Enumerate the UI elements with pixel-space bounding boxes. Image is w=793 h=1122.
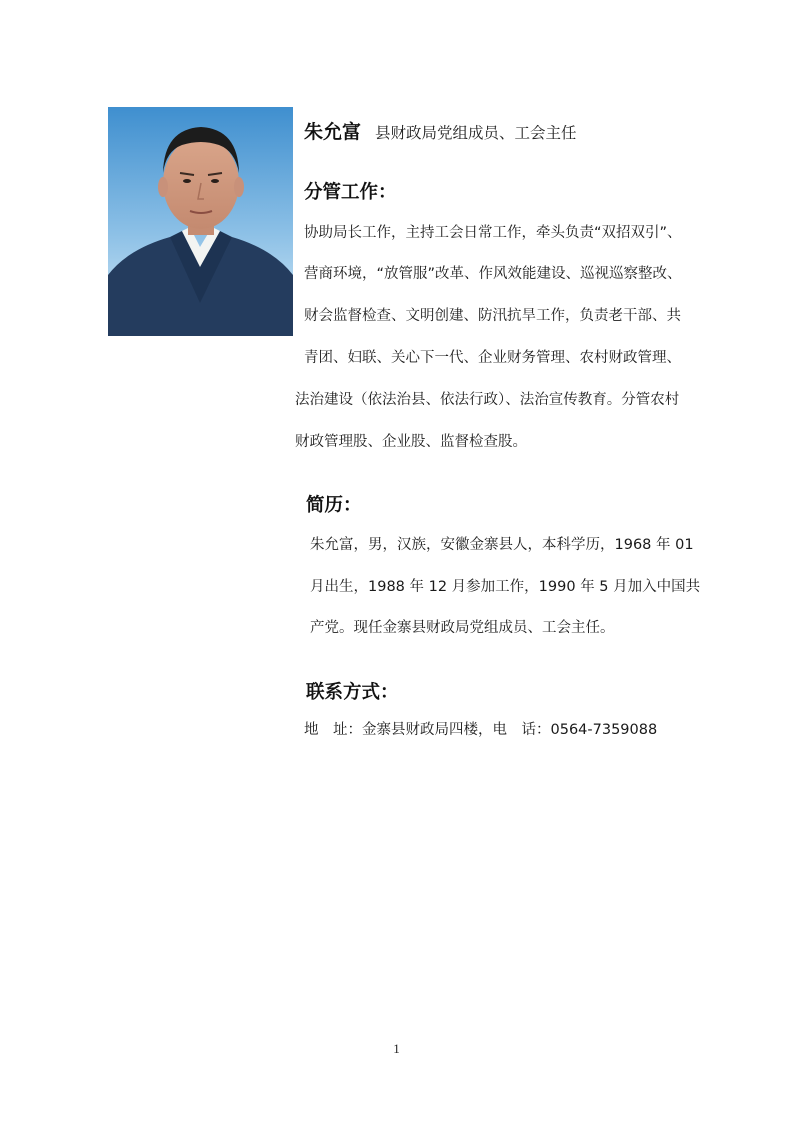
contact-address-phone: 地 址：金寨县财政局四楼，电 话：0564-7359088 — [304, 722, 658, 738]
resume-line: 产党。现任金寨县财政局党组成员、工会主任。 — [310, 620, 615, 636]
duties-line: 青团、妇联、关心下一代、企业财务管理、农村财政管理、 — [304, 350, 681, 366]
duties-line: 协助局长工作，主持工会日常工作，牵头负责“双招双引”、 — [304, 225, 682, 241]
duties-line: 营商环境，“放管服”改革、作风效能建设、巡视巡察整改、 — [304, 266, 682, 282]
page-number: 1 — [393, 1041, 400, 1056]
person-title: 县财政局党组成员、工会主任 — [375, 124, 577, 142]
portrait-photo — [108, 107, 293, 336]
duties-line: 法治建设（依法治县、依法行政）、法治宣传教育。分管农村 — [295, 392, 680, 408]
duties-line: 财政管理股、企业股、监督检查股。 — [295, 434, 527, 450]
resume-line: 朱允富，男，汉族，安徽金寨县人，本科学历，1968 年 01 — [310, 537, 694, 553]
duties-line: 财会监督检查、文明创建、防汛抗旱工作，负责老干部、共 — [304, 308, 681, 324]
person-name: 朱允富 — [304, 121, 362, 143]
name-title-line — [304, 117, 577, 144]
duties-heading: 分管工作： — [304, 182, 397, 203]
contact-heading: 联系方式： — [306, 682, 399, 703]
resume-line: 月出生，1988 年 12 月参加工作，1990 年 5 月加入中国共 — [310, 579, 701, 595]
resume-heading: 简历： — [306, 495, 362, 516]
